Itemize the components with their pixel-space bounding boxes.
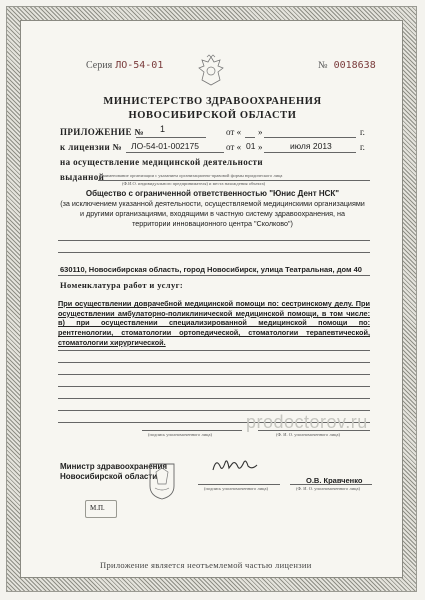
license-number: ЛО-54-01-002175 — [131, 141, 199, 151]
name-hint-2: (Ф. И. О. уполномоченного лица) — [296, 486, 360, 491]
signature-hint-2: (подпись уполномоченного лица) — [204, 486, 268, 491]
minister-line-1: Министр здравоохранения — [60, 462, 168, 471]
appendix-label: ПРИЛОЖЕНИЕ № — [60, 127, 144, 137]
number-label: № — [318, 60, 328, 71]
exception-line-3: территории инновационного центра "Сколково") — [132, 219, 293, 228]
issued-label: выданной — [60, 172, 105, 182]
series-label: Серия — [86, 60, 113, 71]
name-hint-1: (Ф. И. О. уполномоченного лица) — [276, 432, 340, 437]
license-from: от « — [226, 142, 242, 152]
license-from-close: » — [258, 142, 263, 152]
ministry-line-1: МИНИСТЕРСТВО ЗДРАВООХРАНЕНИЯ — [103, 96, 322, 107]
appendix-number: 1 — [160, 124, 166, 134]
license-month-year: июля 2013 — [290, 141, 332, 151]
license-year-suffix: г. — [360, 142, 365, 152]
license-day: 01 — [246, 141, 256, 151]
signer-name: О.В. Кравченко — [306, 476, 363, 485]
activity-text: на осуществление медицинской деятельности — [60, 157, 263, 167]
address: 630110, Новосибирская область, город Новосибирск, улица Театральная, дом 40 — [60, 265, 362, 274]
watermark: prodoctorov.ru — [246, 412, 368, 432]
issued-hint-1: (наименование организации с указанием организационно-правовой формы юридического лица — [100, 173, 283, 178]
minister-line-2: Новосибирской области — [60, 472, 158, 481]
ministry-line-2: НОВОСИБИРСКОЙ ОБЛАСТИ — [128, 110, 297, 121]
issued-hint-2: (Ф.И.О. индивидуального предпринимателя) и места нахождения объекта) — [122, 181, 266, 186]
organization-exception — [55, 199, 370, 229]
works-label: Номенклатура работ и услуг: — [60, 280, 184, 290]
license-label: к лицензии № — [60, 142, 123, 152]
form-number — [318, 60, 376, 71]
footer-note: Приложение является неотъемлемой частью лицензии — [100, 560, 312, 570]
signature-hint-1: (подпись уполномоченного лица) — [148, 432, 212, 437]
appendix-from: от « — [226, 127, 242, 137]
appendix-year-suffix: г. — [360, 127, 365, 137]
services-text: При осуществлении доврачебной медицинской помощи по: сестринскому делу. При осуществлении амбулаторно-поликлинической медицинской помощи, в том числе: в) при осуществлении специализированной медицинской помощи по: рентгенологии, стоматологии ортопедической, стоматологии терапевтической, стоматологии хирургической. — [58, 299, 370, 347]
exception-line-1: (за исключением указанной деятельности, осуществляемой медицинскими организациями — [60, 199, 365, 208]
handwritten-signature-icon — [210, 454, 260, 476]
stamp-label: М.П. — [90, 504, 105, 512]
exception-line-2: и другими организациями, входящими в частную систему здравоохранения, на — [80, 209, 345, 218]
number-value: 0018638 — [333, 60, 376, 71]
ministry-title — [40, 95, 385, 123]
organization-name: Общество с ограниченной ответственностью "Юнис Дент НСК" — [85, 189, 340, 198]
series-value: ЛО-54-01 — [115, 60, 164, 71]
services-list — [58, 299, 370, 348]
regional-emblem-icon — [148, 462, 176, 500]
series — [86, 60, 163, 71]
coat-of-arms-icon — [196, 54, 226, 88]
appendix-from-close: » — [258, 127, 263, 137]
